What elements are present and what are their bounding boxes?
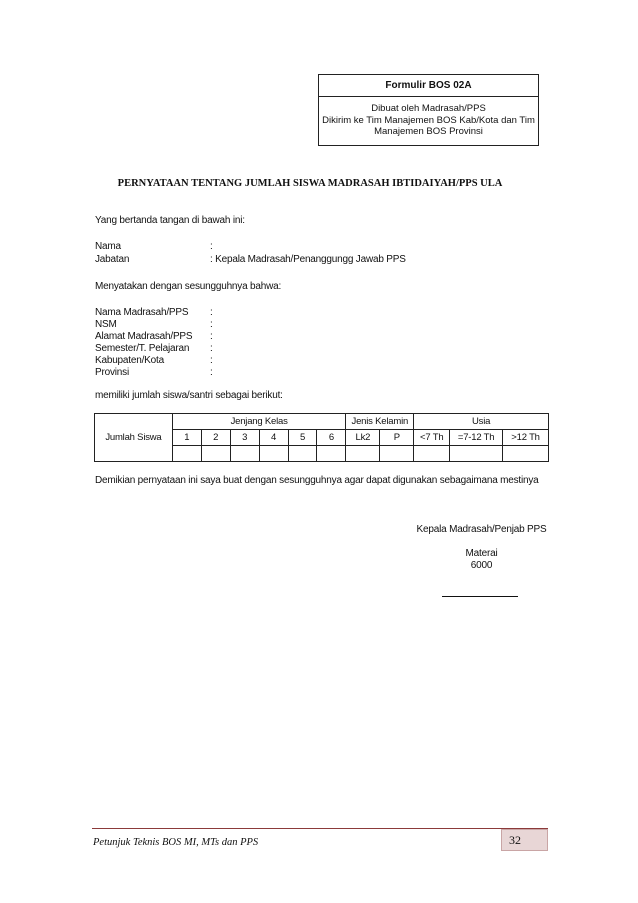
stamp-value: 6000 — [470, 560, 493, 571]
form-code-box — [318, 74, 539, 146]
form-code-line-3: Manajemen BOS Provinsi — [374, 126, 483, 137]
table-cell — [503, 446, 549, 462]
table-cell — [450, 446, 503, 462]
table-cell — [230, 446, 259, 462]
detail-value: : — [210, 343, 213, 354]
signature-role: Kepala Madrasah/Penjab PPS — [416, 524, 547, 535]
page-number: 32 — [509, 833, 521, 847]
jenjang-header: 5 — [288, 430, 317, 446]
table-cell — [346, 446, 380, 462]
stamp-label: Materai — [465, 548, 498, 559]
statement-text: Menyatakan dengan sesungguhnya bahwa: — [95, 281, 282, 292]
detail-label: Provinsi — [95, 367, 129, 378]
signature-line — [442, 596, 518, 597]
form-code-description — [319, 97, 538, 138]
group-usia-header: Usia — [414, 414, 549, 430]
field-label-nama: Nama — [95, 241, 121, 252]
table-cell — [95, 446, 173, 462]
detail-label: NSM — [95, 319, 117, 330]
field-label-jabatan: Jabatan — [95, 254, 130, 265]
document-title-text: PERNYATAAN TENTANG JUMLAH SISWA MADRASAH IBTIDAIYAH/PPS ULA — [117, 178, 503, 189]
table-cell — [414, 446, 450, 462]
detail-value: : — [210, 355, 213, 366]
kelamin-header: P — [380, 430, 414, 446]
jenjang-header: 2 — [201, 430, 230, 446]
table-cell — [380, 446, 414, 462]
detail-label: Semester/T. Pelajaran — [95, 343, 190, 354]
identity-fields — [0, 241, 638, 267]
field-value-nama: : — [210, 241, 213, 252]
footer-text: Petunjuk Teknis BOS MI, MTs dan PPS — [93, 837, 259, 848]
field-value-jabatan: : Kepala Madrasah/Penanggungg Jawab PPS — [210, 254, 406, 265]
detail-value: : — [210, 319, 213, 330]
detail-label: Kabupaten/Kota — [95, 355, 164, 366]
detail-label: Nama Madrasah/PPS — [95, 307, 189, 318]
jenjang-header: 4 — [259, 430, 288, 446]
form-code-title: Formulir BOS 02A — [319, 75, 538, 97]
detail-value: : — [210, 331, 213, 342]
jenjang-header: 1 — [172, 430, 201, 446]
detail-value: : — [210, 307, 213, 318]
usia-header: =7-12 Th — [450, 430, 503, 446]
usia-header: <7 Th — [414, 430, 450, 446]
group-jenjang-header: Jenjang Kelas — [172, 414, 346, 430]
jenjang-header: 6 — [317, 430, 346, 446]
detail-label: Alamat Madrasah/PPS — [95, 331, 193, 342]
jenjang-header: 3 — [230, 430, 259, 446]
closing-text: Demikian pernyataan ini saya buat dengan sesungguhnya agar dapat digunakan sebagaimana mestinya — [95, 475, 539, 486]
table-header-row — [95, 414, 549, 430]
kelamin-header: Lk2 — [346, 430, 380, 446]
row-header-label: Jumlah Siswa — [105, 432, 162, 444]
detail-value: : — [210, 367, 213, 378]
group-kelamin-header: Jenis Kelamin — [346, 414, 414, 430]
table-cell — [317, 446, 346, 462]
student-count-table — [94, 413, 549, 462]
row-header-cell — [95, 414, 173, 446]
table-value-row — [95, 446, 549, 462]
table-cell — [201, 446, 230, 462]
document-title — [0, 178, 638, 189]
usia-header: >12 Th — [503, 430, 549, 446]
madrasah-details — [0, 307, 638, 387]
form-code-line-1: Dibuat oleh Madrasah/PPS — [371, 103, 486, 114]
form-code-line-2: Dikirim ke Tim Manajemen BOS Kab/Kota dan Tim — [322, 114, 535, 126]
intro-text: Yang bertanda tangan di bawah ini: — [95, 215, 245, 226]
table-cell — [172, 446, 201, 462]
table-cell — [288, 446, 317, 462]
table-intro-text: memiliki jumlah siswa/santri sebagai berikut: — [95, 390, 283, 401]
footer-divider — [92, 828, 548, 829]
table-cell — [259, 446, 288, 462]
